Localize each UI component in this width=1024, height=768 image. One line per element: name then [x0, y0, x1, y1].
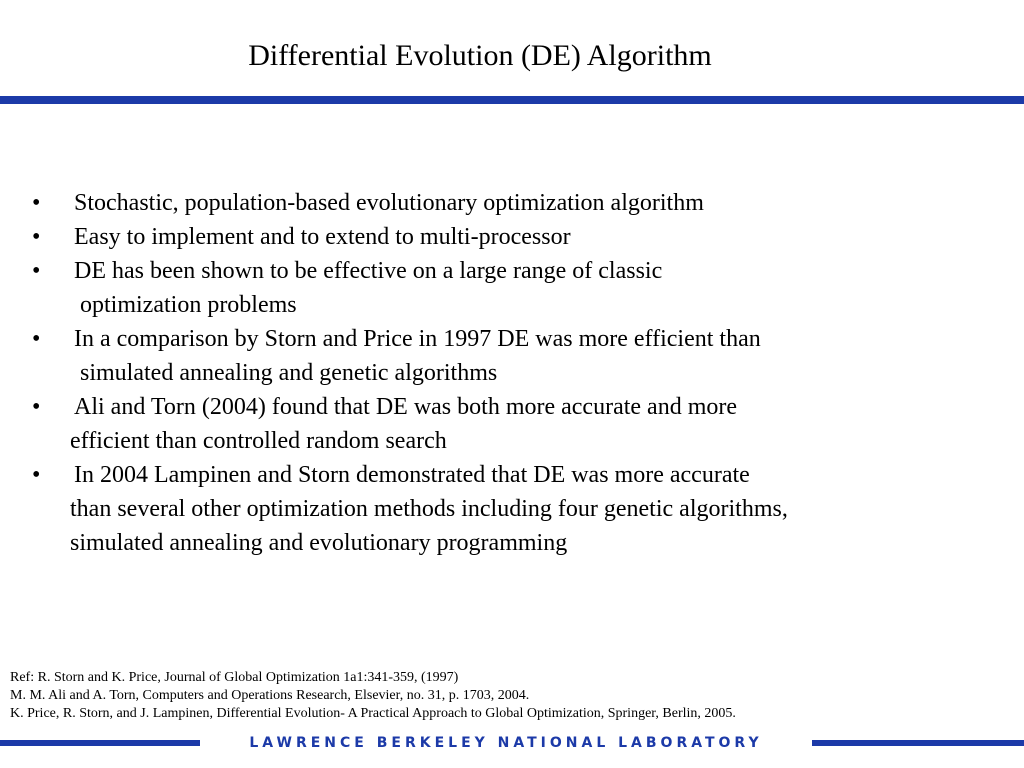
- references: [10, 669, 1010, 723]
- bullet-line: efficient than controlled random search: [70, 428, 447, 454]
- bullet-text: [74, 186, 704, 220]
- bullet-icon: •: [32, 462, 41, 488]
- bullet-line: simulated annealing and genetic algorithms: [74, 360, 498, 386]
- bullet-line: In a comparison by Storn and Price in 1997 DE was more efficient than: [74, 326, 761, 352]
- bullet-item: [32, 186, 992, 220]
- bullet-text: [74, 322, 761, 390]
- footer-rule-right: [812, 740, 1024, 746]
- slide-title: Differential Evolution (DE) Algorithm: [248, 39, 712, 72]
- bullet-icon: •: [32, 394, 41, 420]
- reference-line: K. Price, R. Storn, and J. Lampinen, Differential Evolution- A Practical Approach to Global Optimization, Springer, Berlin, 2005.: [10, 706, 736, 721]
- bullet-item: [32, 254, 992, 322]
- footer-bar: [0, 737, 1024, 749]
- bullet-icon: •: [32, 258, 41, 284]
- bullet-item: [32, 322, 992, 390]
- bullet-line: DE has been shown to be effective on a large range of classic: [74, 258, 663, 284]
- bullet-icon: •: [32, 326, 41, 352]
- footer-rule-left: [0, 740, 200, 746]
- title-divider: [0, 96, 1024, 104]
- bullet-text: [74, 254, 662, 322]
- reference-line: M. M. Ali and A. Torn, Computers and Operations Research, Elsevier, no. 31, p. 1703, 2004.: [10, 688, 530, 703]
- bullet-line: optimization problems: [74, 292, 297, 318]
- bullet-item: [32, 220, 992, 254]
- bullet-item: [32, 390, 992, 458]
- bullet-list: [32, 186, 992, 560]
- bullet-line: simulated annealing and evolutionary programming: [70, 530, 568, 556]
- bullet-icon: •: [32, 190, 41, 216]
- bullet-line: Ali and Torn (2004) found that DE was both more accurate and more: [74, 394, 738, 420]
- footer-label: LAWRENCE BERKELEY NATIONAL LABORATORY: [249, 735, 763, 751]
- reference-line: Ref: R. Storn and K. Price, Journal of Global Optimization 1a1:341-359, (1997): [10, 670, 459, 685]
- bullet-icon: •: [32, 224, 41, 250]
- bullet-item: [32, 458, 992, 560]
- bullet-line: In 2004 Lampinen and Storn demonstrated that DE was more accurate: [74, 462, 750, 488]
- bullet-text: [70, 390, 738, 458]
- bullet-text: [74, 220, 571, 254]
- lab-logo: [200, 737, 812, 749]
- bullet-line: Easy to implement and to extend to multi-processor: [74, 224, 571, 250]
- bullet-text: [70, 458, 788, 560]
- bullet-line: Stochastic, population-based evolutionary optimization algorithm: [74, 190, 704, 216]
- bullet-line: than several other optimization methods including four genetic algorithms,: [70, 496, 788, 522]
